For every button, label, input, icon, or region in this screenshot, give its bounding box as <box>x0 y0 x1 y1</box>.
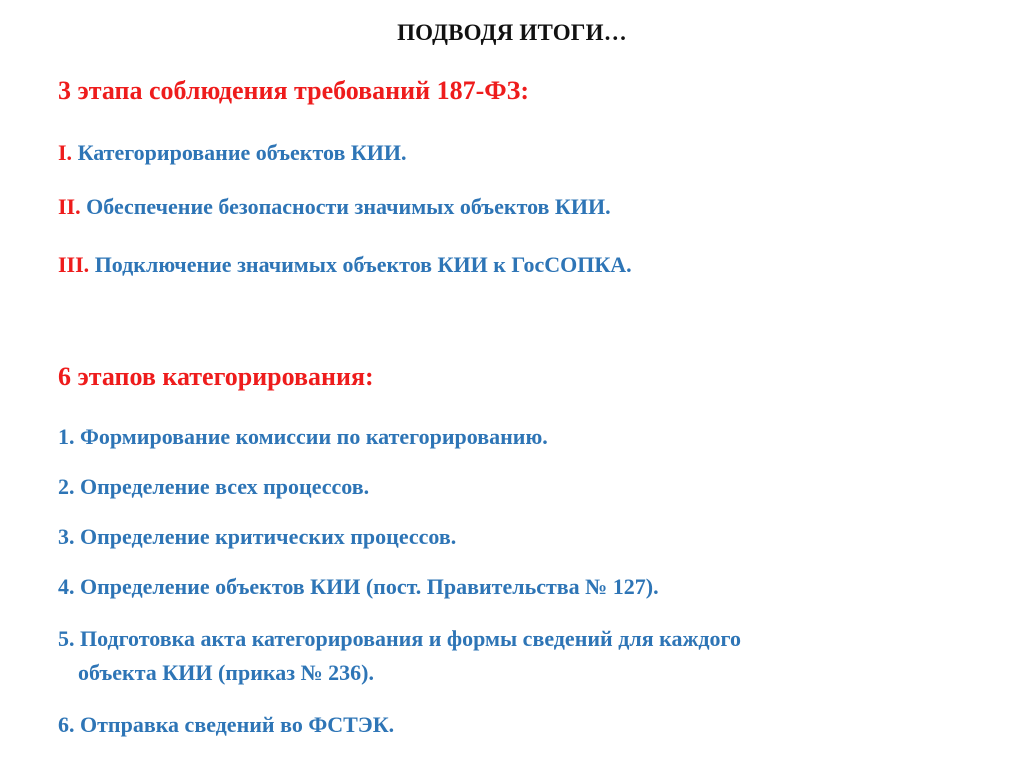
categorization-step-6: 6. Отправка сведений во ФСТЭК. <box>58 712 395 737</box>
stage-item-1 <box>58 140 407 166</box>
slide-title: ПОДВОДЯ ИТОГИ… <box>397 20 627 45</box>
categorization-step-3: 3. Определение критических процессов. <box>58 524 457 549</box>
stage-numeral: II. <box>58 194 81 219</box>
section-heading-categorization: 6 этапов категорирования: <box>58 362 374 391</box>
stage-item-3 <box>58 252 632 278</box>
categorization-step-5-continuation: объекта КИИ (приказ № 236). <box>78 660 375 685</box>
stage-item-2 <box>58 194 611 220</box>
stage-numeral: III. <box>58 252 90 277</box>
categorization-step-1: 1. Формирование комиссии по категорированию. <box>58 424 548 449</box>
stage-numeral: I. <box>58 140 73 165</box>
stage-text: Категорирование объектов КИИ. <box>72 140 407 165</box>
categorization-step-5: 5. Подготовка акта категорирования и формы сведений для каждого <box>58 626 741 651</box>
stage-text: Подключение значимых объектов КИИ к ГосСОПКА. <box>89 252 632 277</box>
stage-text: Обеспечение безопасности значимых объектов КИИ. <box>80 194 611 219</box>
categorization-step-2: 2. Определение всех процессов. <box>58 474 370 499</box>
section-heading-stages: 3 этапа соблюдения требований 187-ФЗ: <box>58 76 529 105</box>
categorization-step-4: 4. Определение объектов КИИ (пост. Правительства № 127). <box>58 574 659 599</box>
